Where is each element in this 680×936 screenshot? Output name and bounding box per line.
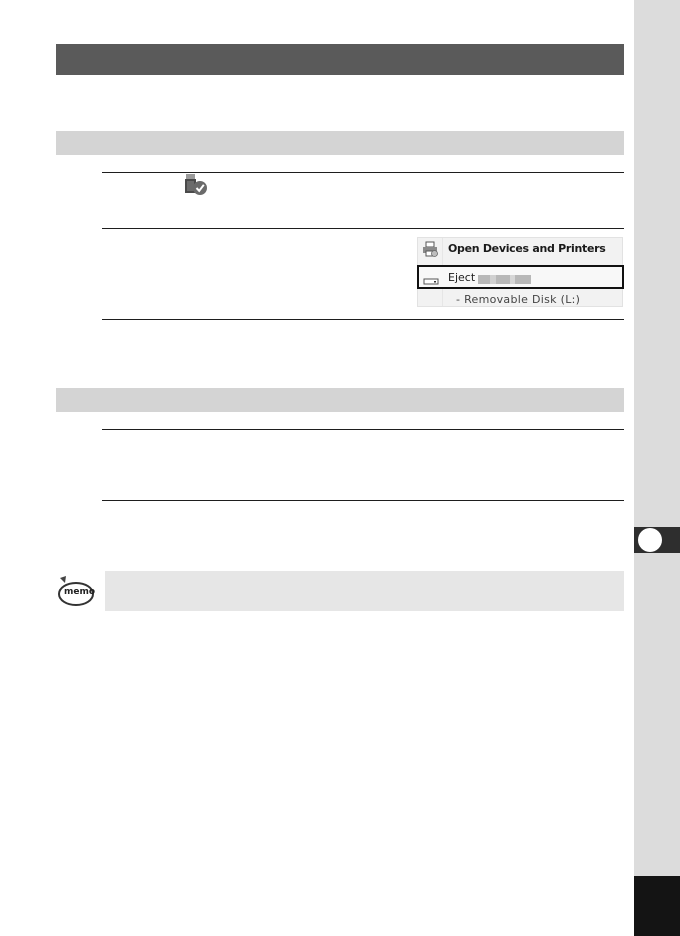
chapter-marker: [638, 528, 662, 552]
taskbar-context-menu: [417, 237, 623, 307]
chapter-header-bar: [56, 44, 624, 75]
memo-box: [105, 571, 624, 611]
section-header-bar-2: [56, 388, 624, 412]
step-separator: [102, 172, 624, 173]
side-tab-strip: [634, 0, 680, 936]
menu-item-label: Eject: [448, 271, 531, 284]
menu-item-label: Open Devices and Printers: [448, 242, 606, 255]
page-number-tab: [634, 876, 680, 936]
drive-icon: [423, 270, 439, 286]
step-separator: [102, 319, 624, 320]
menu-item-label: - Removable Disk (L:): [456, 293, 581, 306]
menu-item-open-devices[interactable]: [418, 238, 624, 260]
memo-label: memo: [64, 587, 96, 597]
menu-item-removable-disk[interactable]: [418, 289, 624, 311]
step-separator: [102, 228, 624, 229]
usb-safely-remove-icon: [184, 174, 208, 196]
step-separator: [102, 500, 624, 501]
section-header-bar-1: [56, 131, 624, 155]
memo-icon: [56, 574, 94, 608]
menu-item-eject[interactable]: [417, 265, 624, 289]
obscured-device-name: [478, 274, 531, 283]
step-separator: [102, 429, 624, 430]
printer-icon: [422, 241, 438, 257]
